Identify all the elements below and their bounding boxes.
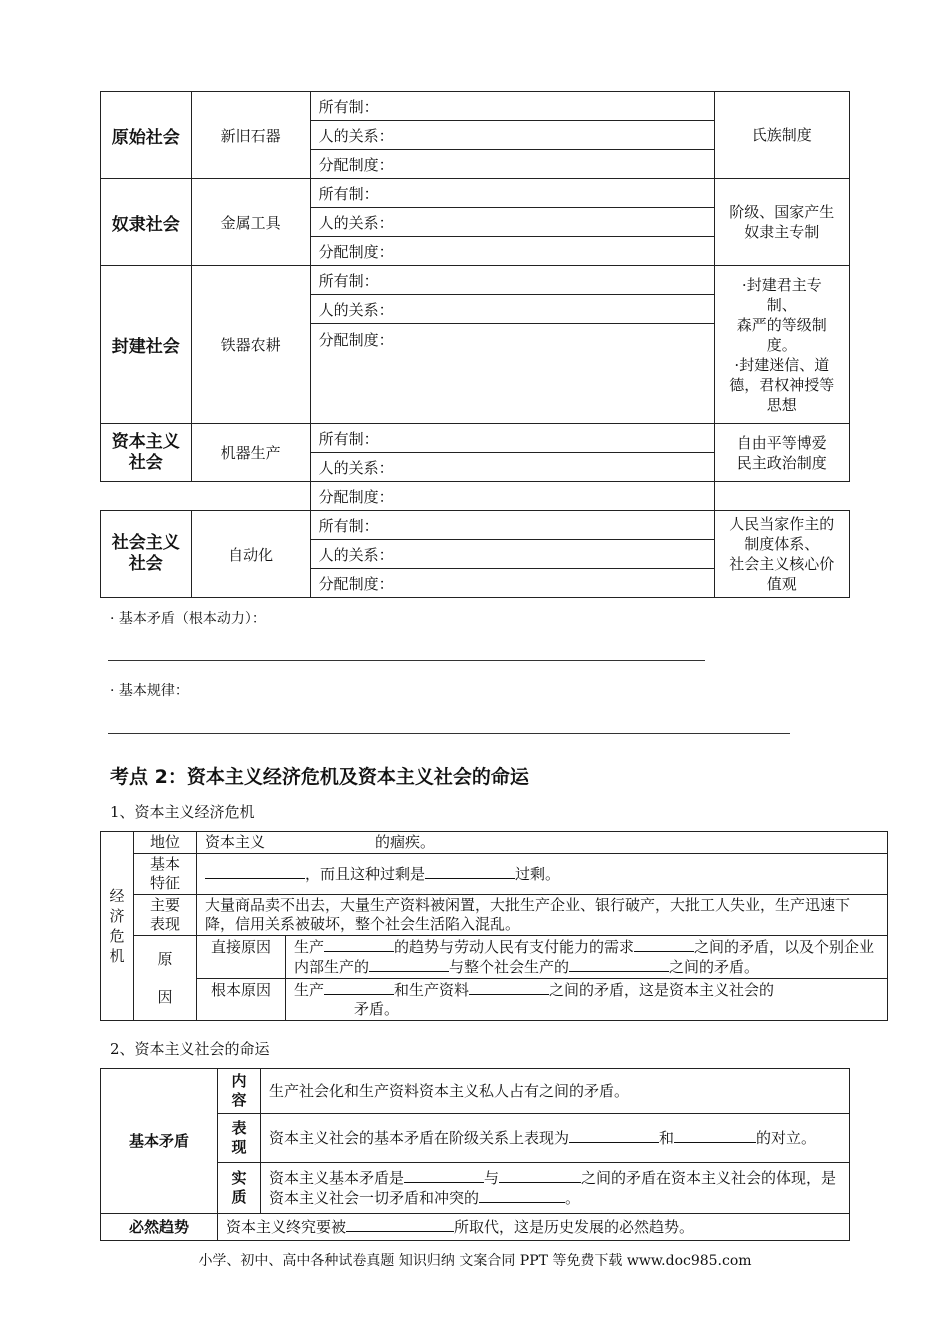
feature-text-a: ，而且这种过剩是 [305,865,426,883]
root-text-a: 生产 [294,981,325,999]
subsection-title: 2、资本主义社会的命运 [110,1040,270,1058]
distribution-field: 分配制度： [310,237,714,266]
blank [294,1000,354,1014]
relation-field: 人的关系： [310,121,714,150]
expr-text-a: 资本主义社会的基本矛盾在阶级关系上表现为 [269,1129,570,1147]
essence-text-c: 之间的矛盾在资本主义社会的体现，是资本主义社会一切矛盾和冲突的 [269,1169,837,1207]
society-name: 社会主义 社会 [101,511,192,598]
basic-contradiction-label: · 基本矛盾（根本动力）： [110,611,266,627]
crisis-side-label: 经 济 危 机 [101,832,134,1021]
status-label: 地位 [134,832,197,854]
direct-cause-label: 直接原因 [197,936,286,979]
trend-text-b: 所取代，这是历史发展的必然趋势。 [454,1218,695,1236]
answer-line [108,660,705,661]
expr-text-c: 的对立。 [756,1129,817,1147]
content-text: 生产社会化和生产资料资本主义私人占有之间的矛盾。 [261,1069,850,1114]
expression-cell [261,1114,850,1163]
blank [324,980,394,995]
answer-line [108,733,790,734]
production-tool: 铁器农耕 [191,266,310,424]
ownership-field: 所有制： [310,179,714,208]
blank [369,957,449,972]
table-row [101,424,850,453]
basic-law-label: · 基本规律： [110,683,189,699]
relation-field: 人的关系： [310,208,714,237]
political-system: ·封建君主专 制、 森严的等级制 度。 ·封建迷信、道 德，君权神授等 思想 [714,266,849,424]
manifest-text: 大量商品卖不出去，大量生产资料被闲置，大批生产企业、银行破产，大批工人失业，生产迅速下降，信用关系被破坏，整个社会生活陷入混乱。 [197,895,888,936]
root-cause-label: 根本原因 [197,979,286,1021]
manifest-label: 主要 表现 [134,895,197,936]
essence-text-b: 与 [484,1169,500,1187]
status-cell [197,832,888,854]
blank [634,937,694,952]
direct-text-a: 生产 [294,938,325,956]
blank [569,957,669,972]
blank [404,1168,484,1183]
blank [205,864,305,879]
direct-text-c: 之间的矛盾，以及个别企业内部生产的 [294,938,875,976]
page-footer: 小学、初中、高中各种试卷真题 知识归纳 文案合同 PPT 等免费下载 www.doc985.com [198,1253,752,1269]
essence-label: 实质 [218,1163,261,1214]
society-name: 封建社会 [101,266,192,424]
feature-label: 基本 特征 [134,854,197,895]
ownership-field: 所有制： [310,511,714,540]
blank [674,1128,756,1143]
root-text-c: 之间的矛盾，这是资本主义社会的 [549,981,775,999]
section-title: 考点 2：资本主义经济危机及资本主义社会的命运 [110,766,529,788]
essence-text-d: 。 [565,1189,581,1207]
production-tool: 新旧石器 [191,92,310,179]
expression-label: 表现 [218,1114,261,1163]
blank [479,1188,565,1203]
subsection-title: 1、资本主义经济危机 [110,803,255,821]
political-system: 自由平等博爱 民主政治制度 [714,424,849,482]
feature-cell [197,854,888,895]
blank [499,1168,581,1183]
blank [469,980,549,995]
capitalism-fate-table [100,1068,850,1241]
table-row [101,511,850,540]
blank [346,1217,454,1232]
basic-contradiction-label: 基本矛盾 [101,1069,218,1214]
production-tool: 自动化 [191,511,310,598]
society-name: 资本主义 社会 [101,424,192,482]
political-system: 氏族制度 [714,92,849,179]
production-tool: 机器生产 [191,424,310,482]
society-name: 奴隶社会 [101,179,192,266]
ownership-field: 所有制： [310,266,714,295]
table-row [101,266,850,295]
economic-crisis-table [100,831,888,1021]
distribution-field: 分配制度： [310,150,714,179]
relation-field: 人的关系： [310,453,714,482]
expr-text-b: 和 [659,1129,675,1147]
distribution-field: 分配制度： [310,569,714,598]
table-row [101,92,850,121]
relation-field: 人的关系： [310,295,714,324]
direct-text-e: 之间的矛盾。 [669,958,760,976]
relation-field: 人的关系： [310,540,714,569]
cause-label: 原 因 [134,936,197,1021]
trend-label: 必然趋势 [101,1214,218,1241]
content-label: 内容 [218,1069,261,1114]
blank [265,833,375,847]
distribution-field: 分配制度： [310,482,714,511]
blank [569,1128,659,1143]
status-text-a: 资本主义 [205,833,266,851]
direct-text-d: 与整个社会生产的 [449,958,570,976]
ownership-field: 所有制： [310,92,714,121]
trend-text-a: 资本主义终究要被 [226,1218,347,1236]
status-text-b: 的痼疾。 [375,833,436,851]
direct-cause-cell [286,936,888,979]
root-text-b: 和生产资料 [394,981,470,999]
trend-cell [218,1214,850,1241]
production-tool: 金属工具 [191,179,310,266]
root-cause-cell [286,979,888,1021]
direct-text-b: 的趋势与劳动人民有支付能力的需求 [394,938,635,956]
distribution-field: 分配制度： [310,324,714,424]
table-row [101,179,850,208]
blank [324,937,394,952]
essence-cell [261,1163,850,1214]
blank [425,864,515,879]
feature-text-b: 过剩。 [515,865,561,883]
ownership-field: 所有制： [310,424,714,453]
political-system: 人民当家作主的 制度体系、 社会主义核心价 值观 [714,511,849,598]
essence-text-a: 资本主义基本矛盾是 [269,1169,405,1187]
society-table [100,91,850,598]
society-name: 原始社会 [101,92,192,179]
political-system: 阶级、国家产生 奴隶主专制 [714,179,849,266]
root-text-d: 矛盾。 [354,1000,400,1018]
